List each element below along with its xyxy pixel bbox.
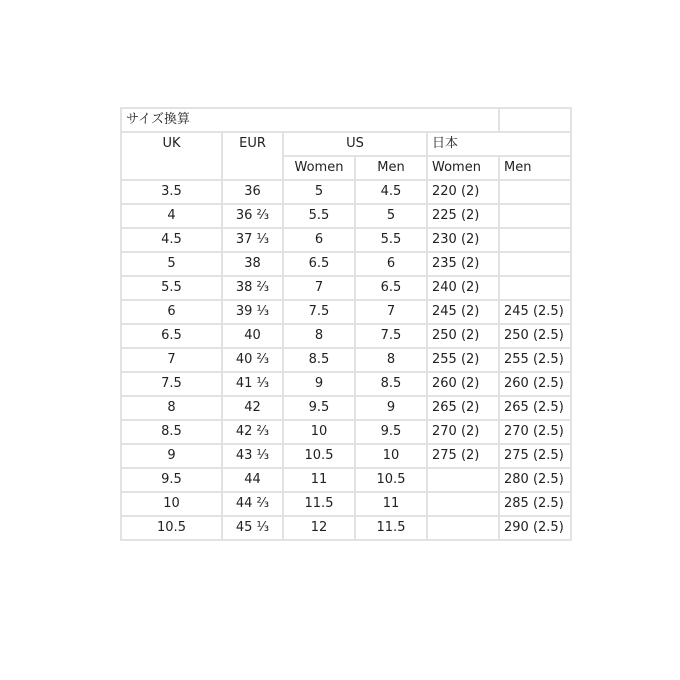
- table-title: サイズ換算: [121, 108, 499, 132]
- cell-eur: 36: [222, 180, 283, 204]
- table-row: [121, 228, 571, 252]
- cell-eur: 45 ⅓: [222, 516, 283, 540]
- cell-us-men: 6: [355, 252, 427, 276]
- cell-uk: 9.5: [121, 468, 222, 492]
- header-eur: EUR: [222, 132, 283, 180]
- cell-uk: 9: [121, 444, 222, 468]
- cell-eur: 40: [222, 324, 283, 348]
- cell-eur: 44 ⅔: [222, 492, 283, 516]
- cell-us-women: 5: [283, 180, 355, 204]
- table-row: [121, 444, 571, 468]
- cell-jp-men: 290 (2.5): [499, 516, 571, 540]
- cell-jp-women: [427, 516, 499, 540]
- cell-eur: 41 ⅓: [222, 372, 283, 396]
- cell-jp-men: 285 (2.5): [499, 492, 571, 516]
- cell-eur: 42: [222, 396, 283, 420]
- cell-uk: 5: [121, 252, 222, 276]
- cell-us-men: 8.5: [355, 372, 427, 396]
- table-row: [121, 372, 571, 396]
- cell-jp-men: 275 (2.5): [499, 444, 571, 468]
- cell-jp-men: 255 (2.5): [499, 348, 571, 372]
- cell-jp-men: [499, 228, 571, 252]
- cell-jp-women: [427, 468, 499, 492]
- cell-us-men: 7: [355, 300, 427, 324]
- cell-us-women: 6.5: [283, 252, 355, 276]
- cell-us-women: 11: [283, 468, 355, 492]
- cell-jp-men: 270 (2.5): [499, 420, 571, 444]
- cell-uk: 6.5: [121, 324, 222, 348]
- cell-jp-women: 255 (2): [427, 348, 499, 372]
- cell-us-women: 12: [283, 516, 355, 540]
- cell-us-women: 7: [283, 276, 355, 300]
- cell-jp-men: [499, 252, 571, 276]
- cell-uk: 7: [121, 348, 222, 372]
- cell-jp-women: 225 (2): [427, 204, 499, 228]
- cell-jp-men: [499, 180, 571, 204]
- cell-eur: 38: [222, 252, 283, 276]
- title-empty-cell: [499, 108, 571, 132]
- table-row: [121, 300, 571, 324]
- cell-uk: 8.5: [121, 420, 222, 444]
- cell-us-men: 7.5: [355, 324, 427, 348]
- cell-us-women: 6: [283, 228, 355, 252]
- table-row: [121, 180, 571, 204]
- cell-jp-women: [427, 492, 499, 516]
- cell-jp-men: [499, 204, 571, 228]
- table-row: [121, 324, 571, 348]
- header-jp-women: Women: [427, 156, 499, 180]
- cell-us-men: 8: [355, 348, 427, 372]
- table-row: [121, 516, 571, 540]
- cell-us-women: 10: [283, 420, 355, 444]
- cell-uk: 4: [121, 204, 222, 228]
- header-us-men: Men: [355, 156, 427, 180]
- cell-us-men: 5.5: [355, 228, 427, 252]
- cell-jp-men: 250 (2.5): [499, 324, 571, 348]
- cell-us-men: 10: [355, 444, 427, 468]
- cell-uk: 10: [121, 492, 222, 516]
- cell-uk: 3.5: [121, 180, 222, 204]
- cell-uk: 4.5: [121, 228, 222, 252]
- cell-uk: 7.5: [121, 372, 222, 396]
- cell-jp-women: 260 (2): [427, 372, 499, 396]
- table-row: [121, 204, 571, 228]
- cell-jp-women: 265 (2): [427, 396, 499, 420]
- cell-us-men: 5: [355, 204, 427, 228]
- cell-us-women: 8.5: [283, 348, 355, 372]
- header-row: [121, 132, 571, 156]
- size-conversion-table: [120, 107, 572, 541]
- cell-us-men: 10.5: [355, 468, 427, 492]
- cell-jp-women: 245 (2): [427, 300, 499, 324]
- cell-eur: 36 ⅔: [222, 204, 283, 228]
- cell-us-men: 9: [355, 396, 427, 420]
- cell-jp-women: 270 (2): [427, 420, 499, 444]
- cell-us-men: 11: [355, 492, 427, 516]
- cell-eur: 43 ⅓: [222, 444, 283, 468]
- cell-jp-women: 275 (2): [427, 444, 499, 468]
- cell-us-women: 5.5: [283, 204, 355, 228]
- cell-us-women: 10.5: [283, 444, 355, 468]
- cell-us-men: 4.5: [355, 180, 427, 204]
- cell-us-men: 9.5: [355, 420, 427, 444]
- cell-jp-men: 265 (2.5): [499, 396, 571, 420]
- cell-jp-men: 245 (2.5): [499, 300, 571, 324]
- header-us: US: [283, 132, 427, 156]
- header-us-women: Women: [283, 156, 355, 180]
- cell-jp-men: 280 (2.5): [499, 468, 571, 492]
- cell-uk: 8: [121, 396, 222, 420]
- cell-uk: 5.5: [121, 276, 222, 300]
- cell-uk: 6: [121, 300, 222, 324]
- cell-us-women: 11.5: [283, 492, 355, 516]
- cell-us-women: 8: [283, 324, 355, 348]
- cell-us-women: 9.5: [283, 396, 355, 420]
- cell-jp-women: 250 (2): [427, 324, 499, 348]
- cell-eur: 38 ⅔: [222, 276, 283, 300]
- table-row: [121, 492, 571, 516]
- header-jp: 日本: [427, 132, 571, 156]
- table-row: [121, 276, 571, 300]
- cell-us-men: 6.5: [355, 276, 427, 300]
- cell-jp-women: 220 (2): [427, 180, 499, 204]
- cell-jp-men: [499, 276, 571, 300]
- table-row: [121, 348, 571, 372]
- table-row: [121, 420, 571, 444]
- header-uk: UK: [121, 132, 222, 180]
- table-row: [121, 252, 571, 276]
- cell-eur: 37 ⅓: [222, 228, 283, 252]
- cell-eur: 40 ⅔: [222, 348, 283, 372]
- cell-eur: 42 ⅔: [222, 420, 283, 444]
- cell-jp-women: 235 (2): [427, 252, 499, 276]
- cell-eur: 44: [222, 468, 283, 492]
- header-jp-men: Men: [499, 156, 571, 180]
- cell-us-men: 11.5: [355, 516, 427, 540]
- cell-jp-women: 230 (2): [427, 228, 499, 252]
- cell-us-women: 9: [283, 372, 355, 396]
- table-row: [121, 468, 571, 492]
- table-row: [121, 396, 571, 420]
- cell-us-women: 7.5: [283, 300, 355, 324]
- cell-uk: 10.5: [121, 516, 222, 540]
- cell-jp-men: 260 (2.5): [499, 372, 571, 396]
- cell-jp-women: 240 (2): [427, 276, 499, 300]
- title-row: [121, 108, 571, 132]
- cell-eur: 39 ⅓: [222, 300, 283, 324]
